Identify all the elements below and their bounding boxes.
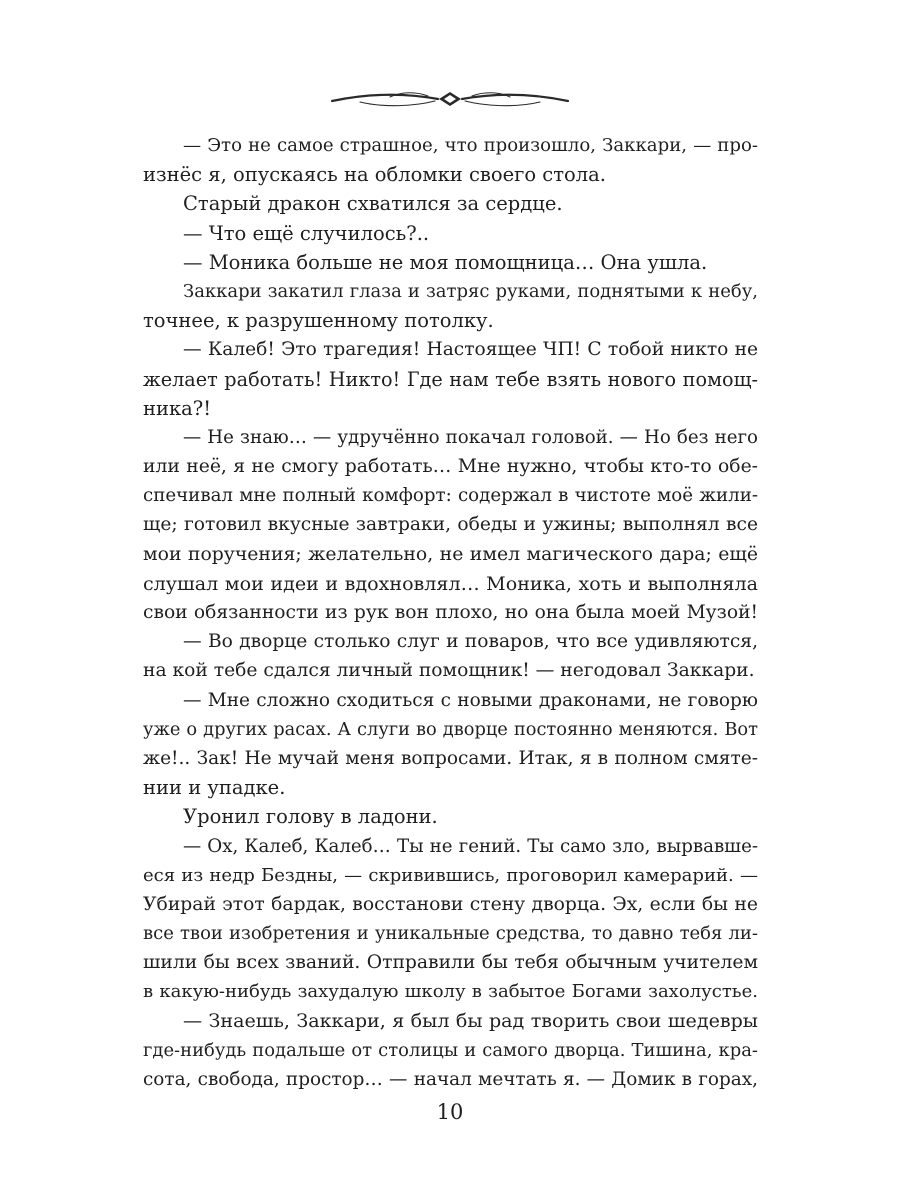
text-line: слушал мои идеи и вдохновлял… Моника, хоть и выполняла [143,571,758,595]
text-line: — Калеб! Это трагедия! Настоящее ЧП! С тобой никто не [183,339,758,361]
text-line: — Во дворце столько слуг и поваров, что все удивляются, [183,631,758,653]
text-line: все твои изобретения и уникальные средства, то давно тебя ли- [143,923,758,945]
text-line: еся из недр Бездны, — скривившись, проговорил камерарий. — [143,864,758,886]
text-line: свои обязанности из рук вон плохо, но она была моей Музой! [143,602,758,623]
text-line: где-нибудь подальше от столицы и самого дворца. Тишина, кра- [143,1039,758,1061]
text-line: на кой тебе сдался личный помощник! — негодовал Заккари. [143,660,755,682]
text-line: нии и упадке. [143,776,286,800]
text-line: — Ох, Калеб, Калеб… Ты не гений. Ты само зло, вырвавше- [183,835,758,857]
text-line: — Моника больше не моя помощница… Она ушла. [183,250,708,274]
text-line: шили бы всех званий. Отправили бы тебя обычным учителем [143,952,758,974]
text-line: — Это не самое страшное, что произошло, Заккари, — про- [183,135,758,156]
text-line: изнёс я, опускаясь на обломки своего стола. [143,163,606,187]
text-line: ника?! [143,396,212,420]
text-line: в какую-нибудь захудалую школу в забытое Богами захолустье. [143,981,758,1003]
text-line: сота, свобода, простор… — начал мечтать я. — Домик в горах, [143,1069,758,1090]
text-line: — Знаешь, Заккари, я был бы рад творить свои шедевры [183,1009,758,1032]
text-line: спечивал мне полный комфорт: содержал в чистоте моё жили- [143,485,758,507]
text-line: уже о других расах. А слуги во дворце постоянно меняются. Вот [143,718,758,740]
text-line: же!.. Зак! Не мучай меня вопросами. Итак, я в полном смяте- [143,747,758,769]
text-line: Заккари закатил глаза и затряс руками, поднятыми к небу, [183,280,758,302]
text-line: точнее, к разрушенному потолку. [143,309,494,333]
text-line: желает работать! Никто! Где нам тебе взять нового помощ- [143,367,758,391]
text-line: Уронил голову в ладони. [183,805,438,829]
page-number: 10 [436,1100,464,1124]
text-line: ще; готовил вкусные завтраки, обеды и ужины; выполнял все [143,514,758,536]
text-line: мои поручения; желательно, не имел магического дара; ещё [143,543,758,565]
text-line: или неё, я не смогу работать… Мне нужно, чтобы кто-то обе- [143,456,758,478]
text-line: — Мне сложно сходиться с новыми драконами, не говорю [183,689,758,711]
decorative-ornament [330,84,570,114]
text-line: — Что ещё случилось?.. [183,221,430,245]
body-text [143,131,758,1094]
text-line: — Не знаю… — удручённо покачал головой. — Но без него [183,426,758,448]
text-line: Старый дракон схватился за сердце. [183,192,563,216]
text-line: Убирай этот бардак, восстанови стену дворца. Эх, если бы не [143,893,758,915]
